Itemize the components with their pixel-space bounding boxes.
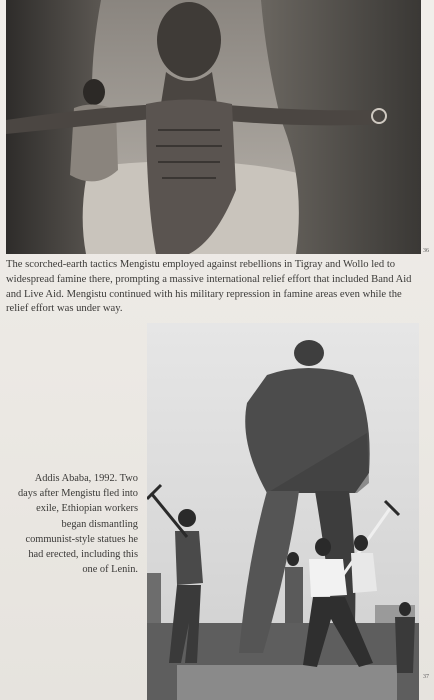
lenin-statue-photo [147,323,419,700]
statue-caption: Addis Ababa, 1992. Two days after Mengistu fled into exile, Ethiopian workers began dismantling communist-style statues he had erected, including this one of Lenin. [17,473,138,576]
famine-child-photo [6,0,421,254]
famine-caption: The scorched-earth tactics Mengistu employed against rebellions in Tigray and Wollo led to widespread famine there, prompting a massive international relief effort that included Band Aid and Live Aid. Mengistu continued with his military repression in famine areas even while the relief effort was under way. [6,259,412,315]
page-number-top: 36 [423,248,429,254]
page-number-bottom: 37 [423,674,429,680]
